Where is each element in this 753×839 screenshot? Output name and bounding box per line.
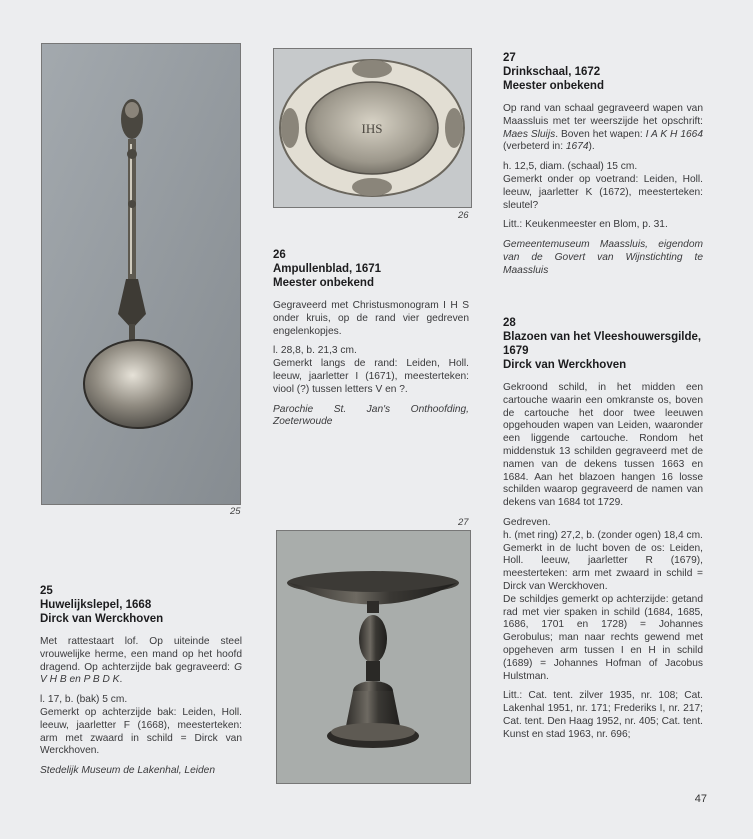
entry-27 xyxy=(503,51,703,285)
motto: Maes Sluijs xyxy=(503,128,556,140)
entry-literature: Litt.: Cat. tent. zilver 1935, nr. 108; Cat. Lakenhal 1951, nr. 171; Frederiks I, nr. 217; Cat. tent. Den Haag 1952, nr. 405; Cat. tent. Kunst en stad 1963, nr. 696; xyxy=(503,690,703,740)
ampullenblad-image xyxy=(274,49,471,207)
entry-dimensions: h. 12,5, diam. (schaal) 15 cm. xyxy=(503,161,638,173)
photo-huwelijkslepel xyxy=(41,43,241,505)
entry-28 xyxy=(503,316,703,749)
photo-drinkschaal xyxy=(276,530,471,784)
entry-dimensions: l. 28,8, b. 21,3 cm. xyxy=(273,345,357,357)
drinkschaal-image xyxy=(277,531,470,783)
entry-marks: Gemerkt onder op voetrand: Leiden, Holl. leeuw, jaarletter K (1672), meesterteken: sleutel? xyxy=(503,173,703,211)
ihs-monogram: IHS xyxy=(361,121,383,136)
inscription: G V H B en P B D K xyxy=(40,661,242,686)
entry-maker: Meester onbekend xyxy=(273,277,374,289)
entry-description: Gekroond schild, in het midden een cartouche waarin een omkranste os, boven de cartouche het door twee leeuwen opgehouden wapen van Leiden, waaronder een liggende cartouche. Rondom het middenstuk 13 schilden gegraveerd met de namen van de dekens tussen 1663 en 1684. Aan het blazoen hangen 16 losse schilden waarop gegraveerd de namen van dekens van 1684 tot 1729. xyxy=(503,382,703,509)
entry-marks: Gemerkt op achterzijde bak: Leiden, Holl. leeuw, jaarletter F (1668), meesterteken: arm met zwaard in schild = Dirck van Werckhoven. xyxy=(40,706,242,757)
entry-number: 25 xyxy=(40,585,53,597)
entry-shields: De schildjes gemerkt op achterzijde: getand rad met vier spaken in schild (1684, 1685, 1686, 1701 en 1728) = Johannes Gerobulus; man naar rechts gewend met opgeheven arm tussen I en H in schild (1689) = Johannes Hofman of Jacobus Hulstman. xyxy=(503,593,703,682)
spoon-image xyxy=(42,44,240,504)
figure-number-27: 27 xyxy=(458,517,469,528)
entry-location: Parochie St. Jan's Onthoofding, Zoeterwoude xyxy=(273,403,469,428)
entry-dimensions: h. (met ring) 27,2, b. (zonder ogen) 18,4 cm. xyxy=(503,529,703,541)
entry-description: Op rand van schaal gegraveerd wapen van Maassluis met ter weerszijde het opschrift: Maes Sluijs. Boven het wapen: I A K H 1664 (verbeterd in: 1674). xyxy=(503,103,703,153)
entry-marks: Gemerkt langs de rand: Leiden, Holl. leeuw, jaarletter I (1671), meesterteken: viool (?) tussen letters V en ?. xyxy=(273,358,469,395)
inscription: I A K H 1664 xyxy=(645,128,703,140)
entry-maker: Dirck van Werckhoven xyxy=(503,359,627,371)
figure-number-26: 26 xyxy=(458,210,469,221)
entry-title: Huwelijkslepel, 1668 xyxy=(40,599,152,611)
entry-title: Ampullenblad, 1671 xyxy=(273,263,382,275)
entry-number: 28 xyxy=(503,317,516,329)
entry-25 xyxy=(40,584,242,785)
entry-location: Stedelijk Museum de Lakenhal, Leiden xyxy=(40,765,215,777)
entry-description: Gegraveerd met Christusmonogram I H S onder kruis, op de rand vier gedreven engelenkopjes. xyxy=(273,300,469,337)
entry-dimensions: l. 17, b. (bak) 5 cm. xyxy=(40,694,128,706)
entry-location: Gemeentemuseum Maassluis, eigendom van de Govert van Wijnstichting te Maassluis xyxy=(503,239,703,276)
entry-26 xyxy=(273,248,469,436)
entry-title: Drinkschaal, 1672 xyxy=(503,66,601,78)
entry-marks: Gemerkt in de lucht boven de os: Leiden, Holl. leeuw, jaarletter R (1679), meesterteken: arm met zwaard in schild = Dirck van Werckhoven. xyxy=(503,542,703,592)
entry-maker: Meester onbekend xyxy=(503,80,604,92)
entry-technique: Gedreven. xyxy=(503,516,551,528)
entry-number: 27 xyxy=(503,52,516,64)
corrected-year: 1674 xyxy=(565,141,589,153)
entry-title: Blazoen van het Vleeshouwersgilde, 1679 xyxy=(503,331,702,357)
photo-ampullenblad xyxy=(273,48,472,208)
entry-maker: Dirck van Werckhoven xyxy=(40,613,164,625)
entry-literature: Litt.: Keukenmeester en Blom, p. 31. xyxy=(503,219,668,231)
entry-description: Met rattestaart lof. Op uiteinde steel vrouwelijke herme, een mand op het hoofd dragend. Op achterzijde bak gegraveerd: G V H B en P B D K. xyxy=(40,636,242,686)
figure-number-25: 25 xyxy=(230,506,241,517)
page-number: 47 xyxy=(694,793,707,805)
entry-number: 26 xyxy=(273,249,286,261)
